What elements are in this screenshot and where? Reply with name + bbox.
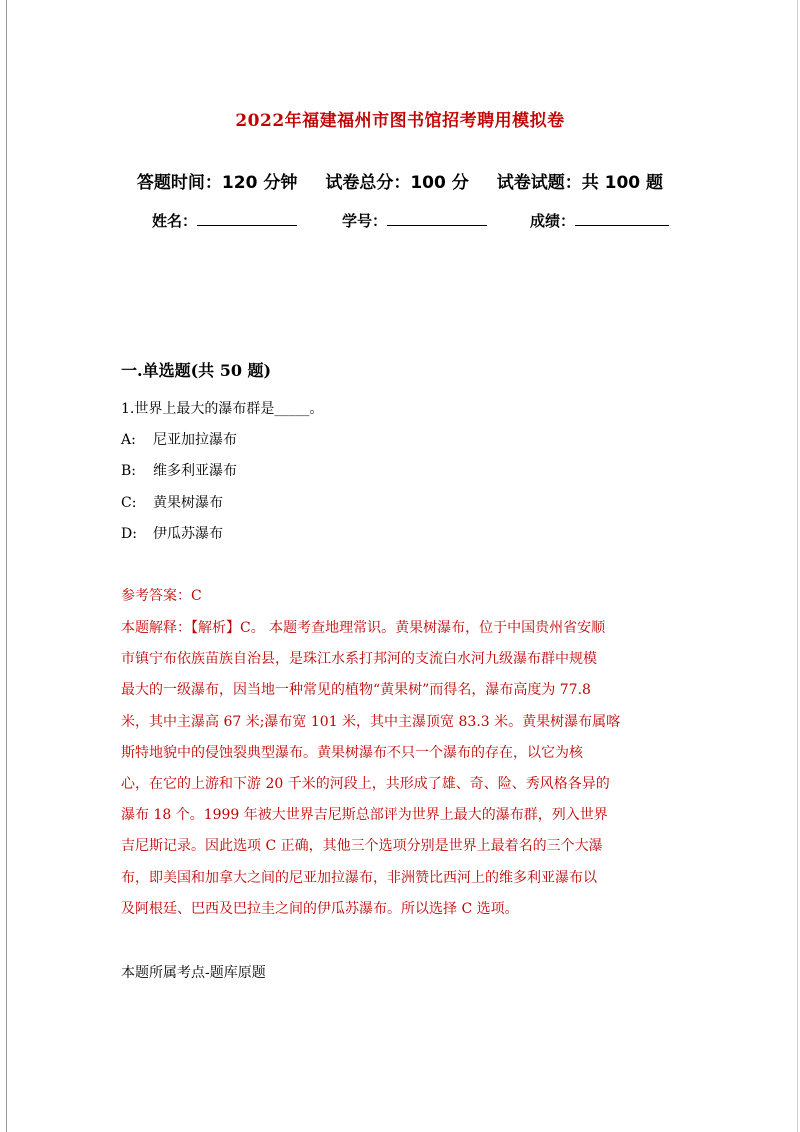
explanation-line: 最大的一级瀑布，因当地一种常见的植物“黄果树”而得名，瀑布高度为 77.8 [121,682,591,699]
option-a [121,429,237,449]
student-fields [152,210,692,234]
option-text: 维多利亚瀑布 [153,463,237,479]
score-label: 成绩： [530,212,576,230]
option-text: 尼亚加拉瀑布 [153,432,237,448]
exam-info-row [0,168,800,193]
name-field [152,210,297,231]
option-text: 伊瓜苏瀑布 [153,526,223,542]
student-id-label: 学号： [342,212,388,230]
question-topic: 本题所属考点-题库原题 [121,965,266,981]
explanation-line: 斯特地貌中的侵蚀裂典型瀑布。黄果树瀑布不只一个瀑布的存在，以它为核 [121,744,583,761]
name-blank [197,211,297,226]
option-letter: C: [121,495,137,511]
option-letter: B: [121,463,137,479]
total-score-label: 试卷总分：100 分 [325,173,469,193]
explanation-line: 及阿根廷、巴西及巴拉圭之间的伊瓜苏瀑布。所以选择 C 选项。 [121,900,519,917]
explanation-line: 心，在它的上游和下游 20 千米的河段上，共形成了雄、奇、险、秀风格各异的 [121,776,610,793]
score-blank [575,211,669,226]
section-heading: 一.单选题(共 50 题) [121,361,272,380]
explanation [121,613,691,925]
explanation-line: 米，其中主瀑高 67 米;瀑布宽 101 米，其中主瀑顶宽 83.3 米。黄果树瀑布属喀 [121,713,621,730]
name-label: 姓名： [152,212,198,230]
question-count-label: 试卷试题：共 100 题 [496,173,664,193]
reference-answer: 参考答案：C [121,588,202,604]
question-stem: 1.世界上最大的瀑布群是_____。 [121,401,324,417]
option-c [121,492,223,512]
explanation-line: 吉尼斯记录。因此选项 C 正确，其他三个选项分别是世界上最着名的三个大瀑 [121,838,603,855]
student-id-field [342,210,487,231]
score-field [530,210,669,231]
student-id-blank [387,211,487,226]
option-letter: A: [121,432,136,448]
option-text: 黄果树瀑布 [153,495,223,511]
option-letter: D: [121,526,137,542]
explanation-line: 本题解释：【解析】C。 本题考查地理常识。黄果树瀑布，位于中国贵州省安顺 [121,620,606,636]
explanation-line: 市镇宁布依族苗族自治县，是珠江水系打邦河的支流白水河九级瀑布群中规模 [121,651,597,668]
exam-title: 2022年福建福州市图书馆招考聘用模拟卷 [235,111,565,131]
option-b [121,460,237,480]
time-label: 答题时间：120 分钟 [136,173,298,193]
option-d [121,523,223,543]
explanation-line: 布，即美国和加拿大之间的尼亚加拉瀑布，非洲赞比西河上的维多利亚瀑布以 [121,869,597,886]
explanation-line: 瀑布 18 个。1999 年被大世界吉尼斯总部评为世界上最大的瀑布群，列入世界 [121,807,608,824]
